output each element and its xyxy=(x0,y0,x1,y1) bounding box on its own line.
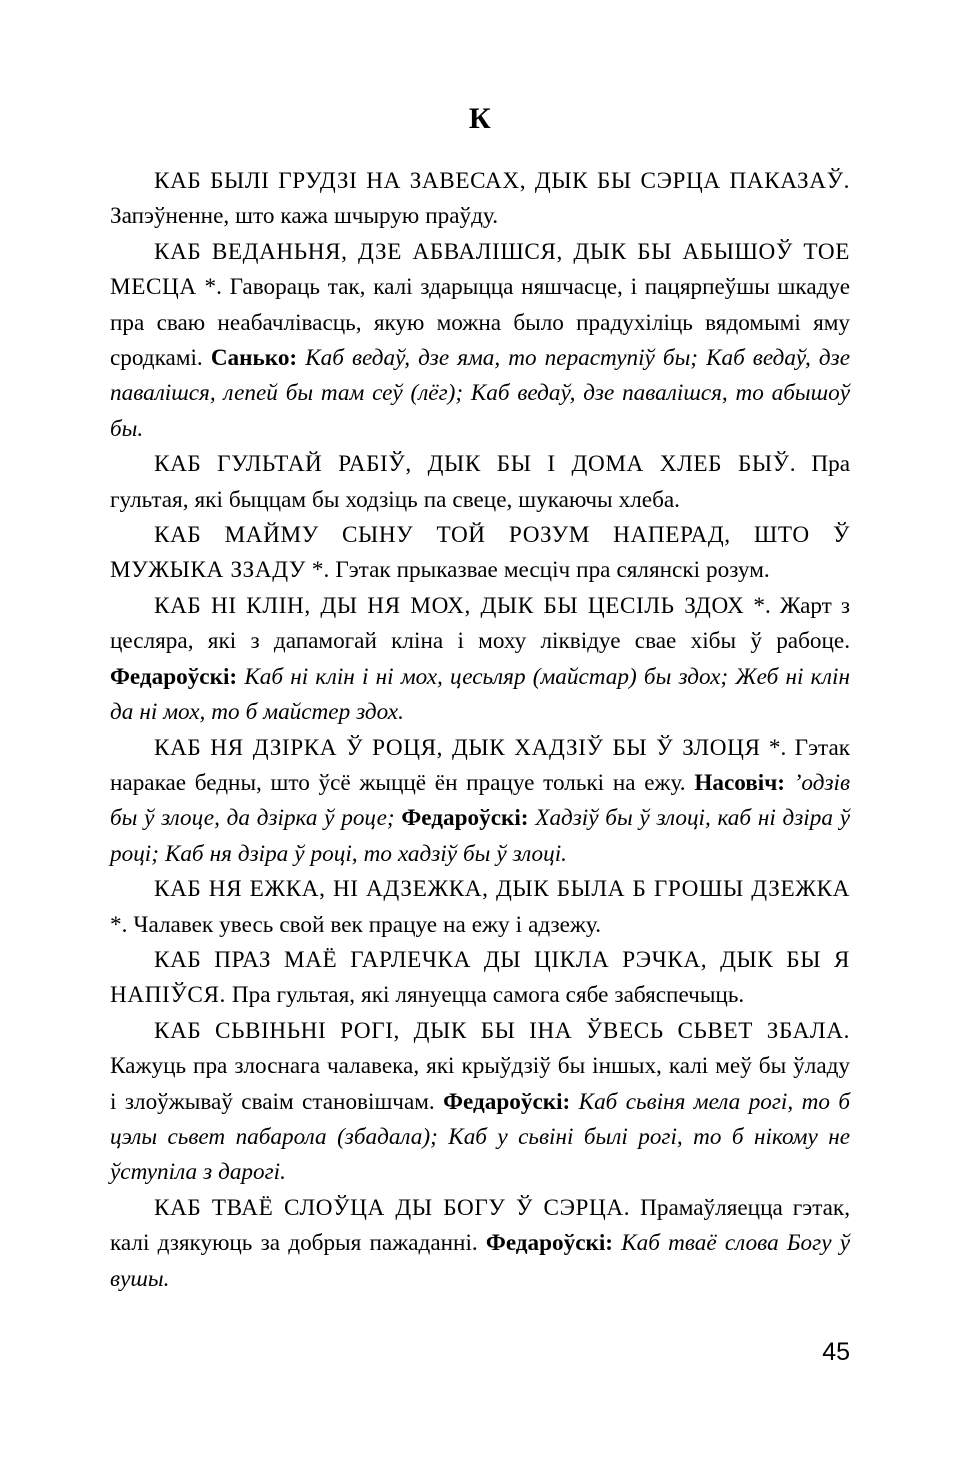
entry-headword: КАБ МАЙМУ СЫНУ ТОЙ РОЗУМ НАПЕРАД, ШТО Ў МУЖЫКА ЗЗАДУ xyxy=(110,522,850,584)
dictionary-entry xyxy=(110,943,850,1014)
entry-source-variant: Каб ведаў, дзе яма, то пераступіў бы; Каб ведаў, дзе павалішся, лепей бы там сеў (лёг); Каб ведаў, дзе павалішся, то абышоў бы. xyxy=(110,345,850,442)
entry-definition: Пра гультая, які лянуецца самога сябе забяспечыць. xyxy=(225,982,745,1009)
entry-headword: КАБ ГУЛЬТАЙ РАБІЎ, ДЫК БЫ І ДОМА ХЛЕБ БЫЎ. xyxy=(154,451,797,478)
dictionary-entry xyxy=(110,164,850,235)
dictionary-entry xyxy=(110,235,850,447)
entry-source-variant: Каб тваё слова Богу ў вушы. xyxy=(110,1230,850,1292)
entry-source-variant: Каб ні клін і ні мох, цесьляр (майстар) бы здох; Жеб ні клін да ні мох, то б майстер здох. xyxy=(110,663,850,726)
entry-definition: Прамаўляецца гэтак, калі дзякуюць за добрыя пажаданні. xyxy=(110,1194,850,1257)
entry-source-variant: Каб сьвіня мела рогі, то б цэлы сьвет пабарола (збадала); Каб у сьвіні былі рогі, то б нікому не ўступіла з дарогі. xyxy=(110,1088,850,1186)
entry-definition: . Чалавек увесь свой век працуе на ежу і адзежу. xyxy=(121,911,602,938)
dictionary-entry-list xyxy=(110,164,850,1297)
letter-section-heading: К xyxy=(468,102,492,135)
entry-definition: Запэўненне, што кажа шчырую праўду. xyxy=(110,203,498,230)
entry-headword: КАБ СЬВІНЬНІ РОГІ, ДЫК БЫ ІНА ЎВЕСЬ СЬВЕТ ЗБАЛА. xyxy=(154,1017,850,1044)
entry-definition: Кажуць пра злоснага чалавека, які крыўдзіў бы іншых, калі меў бы ўладу і злоўжываў сваім становішчам. xyxy=(110,1053,850,1115)
entry-source-variant: ’одзів бы ў злоце, да дзірка ў роце; xyxy=(110,769,851,832)
page-content xyxy=(110,0,850,1477)
dictionary-entry xyxy=(110,1014,850,1191)
entry-asterisk-marker: * xyxy=(744,592,766,619)
entry-definition: . Гэтак наракае бедны, што ўсё жыццё ён працуе толькі на ежу. xyxy=(110,734,851,796)
entry-source-name: Федароўскі: xyxy=(443,1088,571,1115)
entry-asterisk-marker: * xyxy=(196,274,217,301)
dictionary-entry xyxy=(110,447,850,518)
entry-source-name: Федароўскі: xyxy=(394,805,529,832)
entry-asterisk-marker: * xyxy=(760,734,781,761)
entry-source-name: Федароўскі: xyxy=(110,663,238,690)
entry-source-name: Санько: xyxy=(210,345,298,372)
entry-definition: . Гавораць так, калі здарыцца няшчасце, і пацярпеўшы шкадуе пра сваю неабачлівасць, якую можна было прадухіліць вядомымі яму сродкамі. xyxy=(110,274,850,372)
entry-source-name: Федароўскі: xyxy=(485,1230,614,1257)
entry-headword: КАБ НЯ ЕЖКА, НІ АДЗЕЖКА, ДЫК БЫЛА Б ГРОШЫ ДЗЕЖКА xyxy=(154,876,850,903)
entry-headword: КАБ ПРАЗ МАЁ ГАРЛЕЧКА ДЫ ЦІКЛА РЭЧКА, ДЫК БЫ Я НАПІЎСЯ. xyxy=(110,946,850,1009)
dictionary-entry xyxy=(110,872,850,943)
entry-definition: . Гэтак прыказвае месціч пра сялянскі розум. xyxy=(323,557,770,584)
entry-asterisk-marker: * xyxy=(305,557,324,584)
entry-headword: КАБ ВЕДАНЬНЯ, ДЗЕ АБВАЛІШСЯ, ДЫК БЫ АБЫШОЎ ТОЕ МЕСЦА xyxy=(110,238,850,301)
dictionary-entry xyxy=(110,731,850,873)
entry-definition: Пра гультая, які быццам бы ходзіць па свеце, шукаючы хлеба. xyxy=(110,451,850,513)
entry-headword: КАБ НІ КЛІН, ДЫ НЯ МОХ, ДЫК БЫ ЦЕСІЛЬ ЗДОХ xyxy=(154,592,745,619)
entry-source-name: Насовіч: xyxy=(694,769,786,796)
dictionary-entry xyxy=(110,589,850,731)
page-number: 45 xyxy=(822,1338,850,1366)
dictionary-entry xyxy=(110,1191,850,1297)
entry-definition: . Жарт з цесляра, які з дапамогай кліна і моху ліквідуе свае хібы ў рабоце. xyxy=(110,592,850,655)
entry-source-variant: Хадзіў бы ў злоці, каб ні дзіра ў році; Каб ня дзіра ў році, то хадзіў бы ў злоці. xyxy=(110,805,850,867)
entry-asterisk-marker: * xyxy=(110,911,122,938)
entry-headword: КАБ НЯ ДЗІРКА Ў РОЦЯ, ДЫК ХАДЗІЎ БЫ Ў ЗЛОЦЯ xyxy=(154,734,761,761)
entry-headword: КАБ ТВАЁ СЛОЎЦА ДЫ БОГУ Ў СЭРЦА. xyxy=(154,1194,631,1221)
dictionary-entry xyxy=(110,518,850,589)
entry-headword: КАБ БЫЛІ ГРУДЗІ НА ЗАВЕСАХ, ДЫК БЫ СЭРЦА ПАКАЗАЎ. xyxy=(154,168,850,194)
